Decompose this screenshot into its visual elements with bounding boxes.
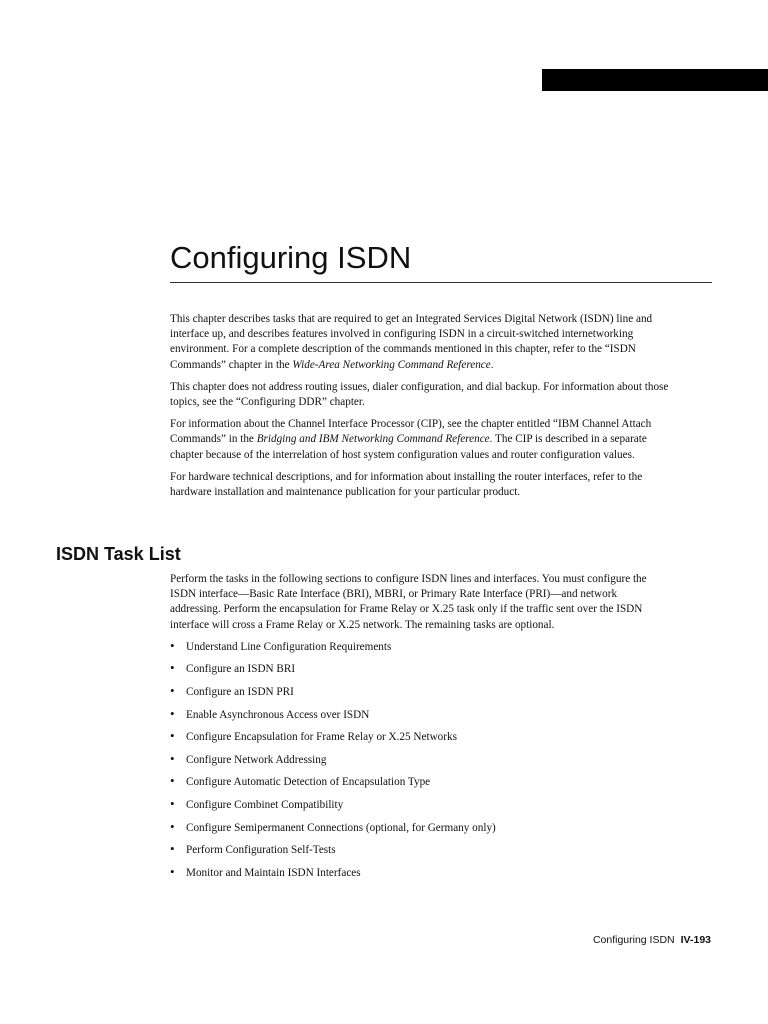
bullet-icon: •	[170, 818, 175, 834]
bullet-icon: •	[170, 750, 175, 766]
chapter-header-bar	[542, 69, 768, 91]
task-list-item	[170, 843, 670, 866]
intro-paragraph-3-end: . The CIP is described in a separate chapter because of the interrelation of host system configuration values and router configuration values.	[170, 433, 647, 461]
task-label: Configure an ISDN PRI	[186, 686, 294, 698]
section-body	[170, 572, 670, 888]
task-list-item	[170, 863, 670, 889]
task-list-item	[170, 730, 670, 753]
bullet-icon: •	[170, 795, 175, 811]
task-label: Monitor and Maintain ISDN Interfaces	[186, 866, 361, 879]
task-label: Configure an ISDN BRI	[186, 663, 296, 676]
title-rule	[170, 282, 712, 283]
task-label: Perform Configuration Self-Tests	[186, 844, 336, 857]
task-label: Understand Line Configuration Requirements	[186, 640, 392, 653]
footer-chapter-title: Configuring ISDN	[592, 934, 675, 946]
task-list-item	[170, 637, 670, 663]
doc-reference-wide-area: Wide-Area Networking Command Reference	[292, 358, 491, 371]
task-label: Configure Combinet Compatibility	[186, 798, 344, 811]
task-label: Configure Network Addressing	[186, 753, 327, 766]
bullet-icon: •	[170, 841, 175, 857]
intro-paragraph-1	[170, 312, 670, 373]
task-list-item	[170, 685, 670, 708]
task-list-item	[170, 795, 670, 821]
task-list-item	[170, 705, 670, 731]
doc-reference-bridging: Bridging and IBM Networking Command Reference	[256, 433, 490, 446]
bullet-icon: •	[170, 728, 175, 744]
task-list-item	[170, 775, 670, 798]
bullet-icon: •	[170, 863, 175, 879]
section-intro: Perform the tasks in the following sections to configure ISDN lines and interfaces. You must configure the ISDN interface—Basic Rate Interface (BRI), MBRI, or Primary Rate Interface (PRI)—and network addressing. Perform the encapsulation for Frame Relay or X.25 task only if the traffic sent over the ISDN interface will cross a Frame Relay or X.25 network. The remaining tasks are optional.	[170, 573, 647, 631]
bullet-icon: •	[170, 683, 175, 698]
task-label: Configure Semipermanent Connections (optional, for Germany only)	[186, 821, 496, 834]
bullet-icon: •	[170, 773, 175, 789]
chapter-title: Configuring ISDN	[170, 240, 412, 275]
intro-paragraph-1-end: .	[490, 358, 494, 371]
chapter-intro	[170, 312, 670, 507]
page-footer	[593, 933, 711, 947]
task-list-item	[170, 662, 670, 685]
page-number: IV-193	[680, 934, 711, 946]
bullet-icon: •	[170, 637, 175, 653]
intro-paragraph-1-text: This chapter describes tasks that are required to get an Integrated Services Digital Network (ISDN) line and interface up, and describes features involved in configuring ISDN in a circuit-switched internetworking environment. For a complete description of the commands mentioned in this chapter, refer to the “ISDN Commands” chapter in the	[170, 313, 653, 371]
bullet-icon: •	[170, 660, 175, 676]
intro-paragraph-4: For hardware technical descriptions, and for information about installing the router interfaces, refer to the hardware installation and maintenance publication for your particular product.	[170, 470, 643, 499]
intro-paragraph-2: This chapter does not address routing issues, dialer configuration, and dial backup. For information about those topics, see the “Configuring DDR” chapter.	[170, 380, 669, 409]
task-list	[170, 637, 670, 889]
intro-paragraph-3	[170, 417, 670, 463]
intro-paragraph-3-text: For information about the Channel Interface Processor (CIP), see the chapter entitled “IBM Channel Attach Commands” in the	[170, 418, 652, 446]
task-list-item	[170, 750, 670, 776]
task-list-item	[170, 818, 670, 844]
section-heading: ISDN Task List	[56, 544, 181, 564]
task-label: Configure Automatic Detection of Encapsulation Type	[186, 776, 431, 789]
bullet-icon: •	[170, 705, 175, 721]
task-label: Enable Asynchronous Access over ISDN	[186, 708, 370, 721]
task-label: Configure Encapsulation for Frame Relay or X.25 Networks	[186, 731, 457, 744]
